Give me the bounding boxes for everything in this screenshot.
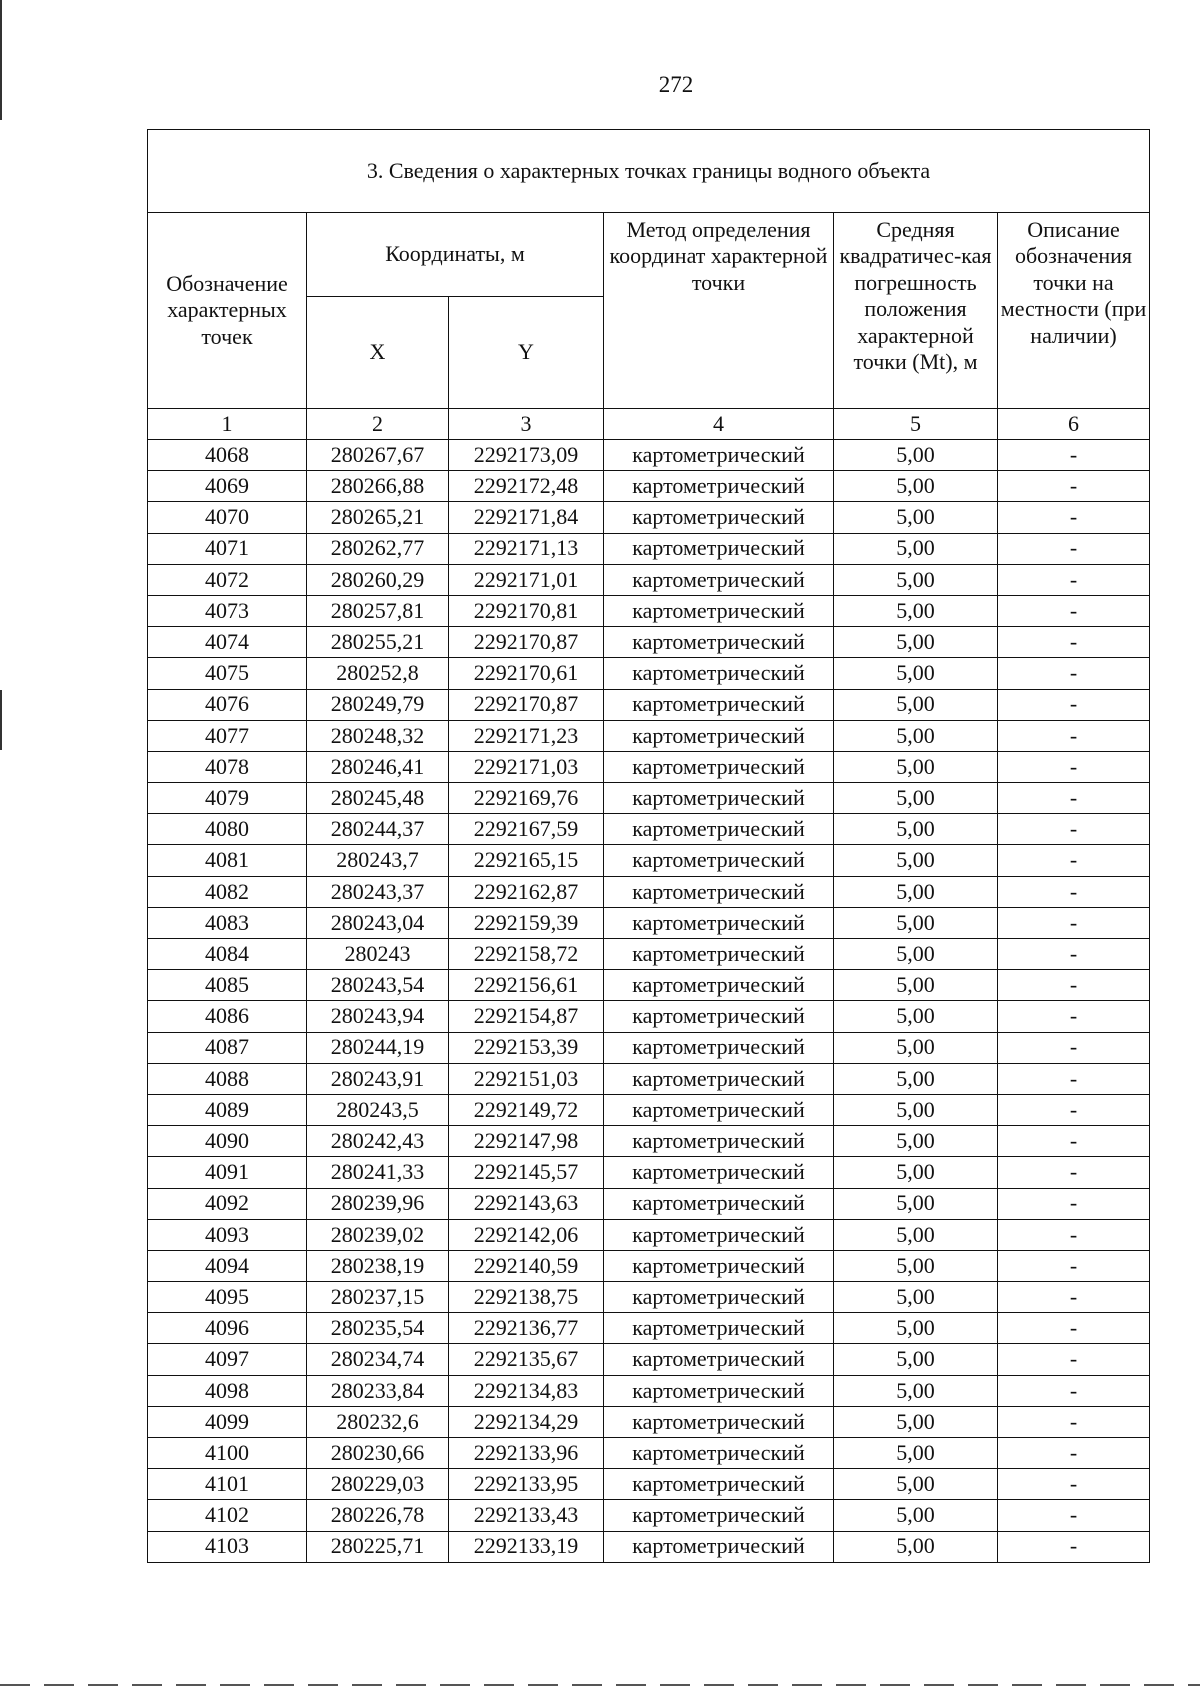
description-cell: - xyxy=(998,1531,1150,1562)
error-cell: 5,00 xyxy=(834,1032,998,1063)
point-id-cell: 4101 xyxy=(148,1469,307,1500)
table-row xyxy=(148,1313,1150,1344)
table-row xyxy=(148,1375,1150,1406)
description-cell: - xyxy=(998,471,1150,502)
description-cell: - xyxy=(998,783,1150,814)
table-row xyxy=(148,1219,1150,1250)
table-row xyxy=(148,783,1150,814)
method-cell: картометрический xyxy=(604,595,834,626)
point-id-cell: 4074 xyxy=(148,627,307,658)
table-row xyxy=(148,1188,1150,1219)
method-cell: картометрический xyxy=(604,1344,834,1375)
description-cell: - xyxy=(998,502,1150,533)
description-cell: - xyxy=(998,845,1150,876)
table-row xyxy=(148,1126,1150,1157)
description-cell: - xyxy=(998,689,1150,720)
table-row xyxy=(148,1469,1150,1500)
x-coordinate-cell: 280241,33 xyxy=(307,1157,449,1188)
method-cell: картометрический xyxy=(604,440,834,471)
y-coordinate-cell: 2292156,61 xyxy=(449,970,604,1001)
x-coordinate-cell: 280226,78 xyxy=(307,1500,449,1531)
method-cell: картометрический xyxy=(604,783,834,814)
error-cell: 5,00 xyxy=(834,1250,998,1281)
description-cell: - xyxy=(998,1313,1150,1344)
y-coordinate-cell: 2292136,77 xyxy=(449,1313,604,1344)
method-cell: картометрический xyxy=(604,751,834,782)
method-cell: картометрический xyxy=(604,845,834,876)
error-cell: 5,00 xyxy=(834,783,998,814)
method-cell: картометрический xyxy=(604,1063,834,1094)
table-row xyxy=(148,1001,1150,1032)
method-cell: картометрический xyxy=(604,814,834,845)
point-id-cell: 4070 xyxy=(148,502,307,533)
error-cell: 5,00 xyxy=(834,502,998,533)
x-coordinate-cell: 280248,32 xyxy=(307,720,449,751)
column-number: 5 xyxy=(834,409,998,440)
description-cell: - xyxy=(998,595,1150,626)
description-cell: - xyxy=(998,1094,1150,1125)
description-cell: - xyxy=(998,1344,1150,1375)
y-coordinate-cell: 2292167,59 xyxy=(449,814,604,845)
method-cell: картометрический xyxy=(604,533,834,564)
method-cell: картометрический xyxy=(604,627,834,658)
error-cell: 5,00 xyxy=(834,1469,998,1500)
table-row xyxy=(148,751,1150,782)
error-cell: 5,00 xyxy=(834,1219,998,1250)
scan-bottom-mark xyxy=(0,1684,1200,1686)
page-number: 272 xyxy=(658,72,694,97)
y-coordinate-cell: 2292133,95 xyxy=(449,1469,604,1500)
error-cell: 5,00 xyxy=(834,970,998,1001)
header-method: Метод определения координат характерной точки xyxy=(604,213,834,409)
table-row xyxy=(148,440,1150,471)
table-row xyxy=(148,1157,1150,1188)
method-cell: картометрический xyxy=(604,907,834,938)
x-coordinate-cell: 280255,21 xyxy=(307,627,449,658)
scan-edge-mark xyxy=(0,690,2,750)
method-cell: картометрический xyxy=(604,876,834,907)
column-number-row xyxy=(148,409,1150,440)
table-row xyxy=(148,533,1150,564)
description-cell: - xyxy=(998,1282,1150,1313)
point-id-cell: 4078 xyxy=(148,751,307,782)
error-cell: 5,00 xyxy=(834,845,998,876)
method-cell: картометрический xyxy=(604,1250,834,1281)
method-cell: картометрический xyxy=(604,1219,834,1250)
method-cell: картометрический xyxy=(604,1406,834,1437)
y-coordinate-cell: 2292133,19 xyxy=(449,1531,604,1562)
method-cell: картометрический xyxy=(604,689,834,720)
y-coordinate-cell: 2292142,06 xyxy=(449,1219,604,1250)
description-cell: - xyxy=(998,1438,1150,1469)
point-id-cell: 4087 xyxy=(148,1032,307,1063)
point-id-cell: 4095 xyxy=(148,1282,307,1313)
error-cell: 5,00 xyxy=(834,1438,998,1469)
x-coordinate-cell: 280249,79 xyxy=(307,689,449,720)
x-coordinate-cell: 280245,48 xyxy=(307,783,449,814)
x-coordinate-cell: 280233,84 xyxy=(307,1375,449,1406)
y-coordinate-cell: 2292171,84 xyxy=(449,502,604,533)
column-number: 2 xyxy=(307,409,449,440)
header-coordinates: Координаты, м xyxy=(307,213,604,297)
column-number: 6 xyxy=(998,409,1150,440)
y-coordinate-cell: 2292171,23 xyxy=(449,720,604,751)
point-id-cell: 4098 xyxy=(148,1375,307,1406)
method-cell: картометрический xyxy=(604,1375,834,1406)
x-coordinate-cell: 280267,67 xyxy=(307,440,449,471)
table-row xyxy=(148,1438,1150,1469)
column-number: 3 xyxy=(449,409,604,440)
table-row xyxy=(148,907,1150,938)
x-coordinate-cell: 280242,43 xyxy=(307,1126,449,1157)
y-coordinate-cell: 2292154,87 xyxy=(449,1001,604,1032)
y-coordinate-cell: 2292171,03 xyxy=(449,751,604,782)
column-number: 1 xyxy=(148,409,307,440)
description-cell: - xyxy=(998,564,1150,595)
error-cell: 5,00 xyxy=(834,595,998,626)
x-coordinate-cell: 280243,37 xyxy=(307,876,449,907)
error-cell: 5,00 xyxy=(834,533,998,564)
method-cell: картометрический xyxy=(604,471,834,502)
x-coordinate-cell: 280244,19 xyxy=(307,1032,449,1063)
table-row xyxy=(148,564,1150,595)
y-coordinate-cell: 2292134,83 xyxy=(449,1375,604,1406)
column-number: 4 xyxy=(604,409,834,440)
header-y: Y xyxy=(449,297,604,409)
x-coordinate-cell: 280243,54 xyxy=(307,970,449,1001)
point-id-cell: 4083 xyxy=(148,907,307,938)
point-id-cell: 4091 xyxy=(148,1157,307,1188)
table-row xyxy=(148,1531,1150,1562)
description-cell: - xyxy=(998,970,1150,1001)
x-coordinate-cell: 280234,74 xyxy=(307,1344,449,1375)
error-cell: 5,00 xyxy=(834,1094,998,1125)
description-cell: - xyxy=(998,751,1150,782)
error-cell: 5,00 xyxy=(834,564,998,595)
header-error: Средняя квадратичес-кая погрешность положения характерной точки (Mt), м xyxy=(834,213,998,409)
error-cell: 5,00 xyxy=(834,720,998,751)
table-title: 3. Сведения о характерных точках границы водного объекта xyxy=(148,130,1150,213)
description-cell: - xyxy=(998,440,1150,471)
error-cell: 5,00 xyxy=(834,1282,998,1313)
x-coordinate-cell: 280243,7 xyxy=(307,845,449,876)
method-cell: картометрический xyxy=(604,564,834,595)
y-coordinate-cell: 2292138,75 xyxy=(449,1282,604,1313)
table-row xyxy=(148,720,1150,751)
y-coordinate-cell: 2292153,39 xyxy=(449,1032,604,1063)
y-coordinate-cell: 2292170,87 xyxy=(449,689,604,720)
method-cell: картометрический xyxy=(604,1188,834,1219)
error-cell: 5,00 xyxy=(834,876,998,907)
y-coordinate-cell: 2292147,98 xyxy=(449,1126,604,1157)
method-cell: картометрический xyxy=(604,970,834,1001)
point-id-cell: 4072 xyxy=(148,564,307,595)
description-cell: - xyxy=(998,939,1150,970)
description-cell: - xyxy=(998,627,1150,658)
error-cell: 5,00 xyxy=(834,1157,998,1188)
x-coordinate-cell: 280243,94 xyxy=(307,1001,449,1032)
point-id-cell: 4096 xyxy=(148,1313,307,1344)
method-cell: картометрический xyxy=(604,1531,834,1562)
point-id-cell: 4103 xyxy=(148,1531,307,1562)
description-cell: - xyxy=(998,1406,1150,1437)
method-cell: картометрический xyxy=(604,1438,834,1469)
description-cell: - xyxy=(998,533,1150,564)
description-cell: - xyxy=(998,1063,1150,1094)
y-coordinate-cell: 2292169,76 xyxy=(449,783,604,814)
description-cell: - xyxy=(998,1250,1150,1281)
table-row xyxy=(148,595,1150,626)
description-cell: - xyxy=(998,1188,1150,1219)
point-id-cell: 4088 xyxy=(148,1063,307,1094)
table-row xyxy=(148,1094,1150,1125)
error-cell: 5,00 xyxy=(834,1406,998,1437)
table-row xyxy=(148,970,1150,1001)
table-body xyxy=(148,440,1150,1563)
error-cell: 5,00 xyxy=(834,627,998,658)
y-coordinate-cell: 2292172,48 xyxy=(449,471,604,502)
description-cell: - xyxy=(998,1126,1150,1157)
method-cell: картометрический xyxy=(604,1282,834,1313)
description-cell: - xyxy=(998,1157,1150,1188)
x-coordinate-cell: 280238,19 xyxy=(307,1250,449,1281)
x-coordinate-cell: 280225,71 xyxy=(307,1531,449,1562)
y-coordinate-cell: 2292171,01 xyxy=(449,564,604,595)
description-cell: - xyxy=(998,1032,1150,1063)
error-cell: 5,00 xyxy=(834,751,998,782)
description-cell: - xyxy=(998,1500,1150,1531)
description-cell: - xyxy=(998,720,1150,751)
table-row xyxy=(148,1063,1150,1094)
point-id-cell: 4093 xyxy=(148,1219,307,1250)
x-coordinate-cell: 280232,6 xyxy=(307,1406,449,1437)
point-id-cell: 4081 xyxy=(148,845,307,876)
header-x: X xyxy=(307,297,449,409)
x-coordinate-cell: 280260,29 xyxy=(307,564,449,595)
method-cell: картометрический xyxy=(604,1313,834,1344)
method-cell: картометрический xyxy=(604,1001,834,1032)
method-cell: картометрический xyxy=(604,1469,834,1500)
table-row xyxy=(148,1282,1150,1313)
description-cell: - xyxy=(998,1375,1150,1406)
method-cell: картометрический xyxy=(604,1094,834,1125)
x-coordinate-cell: 280246,41 xyxy=(307,751,449,782)
x-coordinate-cell: 280243,91 xyxy=(307,1063,449,1094)
method-cell: картометрический xyxy=(604,1032,834,1063)
description-cell: - xyxy=(998,658,1150,689)
error-cell: 5,00 xyxy=(834,440,998,471)
error-cell: 5,00 xyxy=(834,1500,998,1531)
description-cell: - xyxy=(998,907,1150,938)
error-cell: 5,00 xyxy=(834,689,998,720)
point-id-cell: 4069 xyxy=(148,471,307,502)
table-row xyxy=(148,876,1150,907)
point-id-cell: 4089 xyxy=(148,1094,307,1125)
y-coordinate-cell: 2292135,67 xyxy=(449,1344,604,1375)
error-cell: 5,00 xyxy=(834,1344,998,1375)
point-id-cell: 4085 xyxy=(148,970,307,1001)
error-cell: 5,00 xyxy=(834,939,998,970)
y-coordinate-cell: 2292145,57 xyxy=(449,1157,604,1188)
x-coordinate-cell: 280243,04 xyxy=(307,907,449,938)
header-designation: Обозначение характерных точек xyxy=(148,213,307,409)
x-coordinate-cell: 280237,15 xyxy=(307,1282,449,1313)
x-coordinate-cell: 280265,21 xyxy=(307,502,449,533)
y-coordinate-cell: 2292171,13 xyxy=(449,533,604,564)
x-coordinate-cell: 280257,81 xyxy=(307,595,449,626)
method-cell: картометрический xyxy=(604,1157,834,1188)
method-cell: картометрический xyxy=(604,1500,834,1531)
description-cell: - xyxy=(998,1219,1150,1250)
point-id-cell: 4068 xyxy=(148,440,307,471)
point-id-cell: 4082 xyxy=(148,876,307,907)
table-row xyxy=(148,814,1150,845)
description-cell: - xyxy=(998,876,1150,907)
point-id-cell: 4090 xyxy=(148,1126,307,1157)
x-coordinate-cell: 280244,37 xyxy=(307,814,449,845)
error-cell: 5,00 xyxy=(834,471,998,502)
table-row xyxy=(148,471,1150,502)
error-cell: 5,00 xyxy=(834,814,998,845)
method-cell: картометрический xyxy=(604,502,834,533)
point-id-cell: 4076 xyxy=(148,689,307,720)
point-id-cell: 4086 xyxy=(148,1001,307,1032)
error-cell: 5,00 xyxy=(834,658,998,689)
method-cell: картометрический xyxy=(604,658,834,689)
table-row xyxy=(148,845,1150,876)
y-coordinate-cell: 2292173,09 xyxy=(449,440,604,471)
point-id-cell: 4079 xyxy=(148,783,307,814)
table-row xyxy=(148,1032,1150,1063)
y-coordinate-cell: 2292133,96 xyxy=(449,1438,604,1469)
y-coordinate-cell: 2292151,03 xyxy=(449,1063,604,1094)
x-coordinate-cell: 280229,03 xyxy=(307,1469,449,1500)
error-cell: 5,00 xyxy=(834,1375,998,1406)
point-id-cell: 4100 xyxy=(148,1438,307,1469)
table-row xyxy=(148,1500,1150,1531)
point-id-cell: 4071 xyxy=(148,533,307,564)
table-row xyxy=(148,939,1150,970)
error-cell: 5,00 xyxy=(834,1126,998,1157)
y-coordinate-cell: 2292170,81 xyxy=(449,595,604,626)
table-row xyxy=(148,658,1150,689)
point-id-cell: 4073 xyxy=(148,595,307,626)
x-coordinate-cell: 280230,66 xyxy=(307,1438,449,1469)
table-row xyxy=(148,1406,1150,1437)
boundary-points-table xyxy=(147,129,1150,1563)
y-coordinate-cell: 2292170,87 xyxy=(449,627,604,658)
y-coordinate-cell: 2292134,29 xyxy=(449,1406,604,1437)
description-cell: - xyxy=(998,1469,1150,1500)
x-coordinate-cell: 280239,02 xyxy=(307,1219,449,1250)
x-coordinate-cell: 280262,77 xyxy=(307,533,449,564)
x-coordinate-cell: 280252,8 xyxy=(307,658,449,689)
table-row xyxy=(148,689,1150,720)
table-row xyxy=(148,1344,1150,1375)
x-coordinate-cell: 280266,88 xyxy=(307,471,449,502)
error-cell: 5,00 xyxy=(834,1063,998,1094)
x-coordinate-cell: 280243 xyxy=(307,939,449,970)
method-cell: картометрический xyxy=(604,939,834,970)
description-cell: - xyxy=(998,1001,1150,1032)
point-id-cell: 4075 xyxy=(148,658,307,689)
method-cell: картометрический xyxy=(604,720,834,751)
y-coordinate-cell: 2292165,15 xyxy=(449,845,604,876)
point-id-cell: 4097 xyxy=(148,1344,307,1375)
scan-edge-mark xyxy=(0,0,2,120)
y-coordinate-cell: 2292140,59 xyxy=(449,1250,604,1281)
y-coordinate-cell: 2292143,63 xyxy=(449,1188,604,1219)
y-coordinate-cell: 2292170,61 xyxy=(449,658,604,689)
error-cell: 5,00 xyxy=(834,907,998,938)
error-cell: 5,00 xyxy=(834,1001,998,1032)
table-row xyxy=(148,627,1150,658)
point-id-cell: 4102 xyxy=(148,1500,307,1531)
description-cell: - xyxy=(998,814,1150,845)
point-id-cell: 4077 xyxy=(148,720,307,751)
y-coordinate-cell: 2292133,43 xyxy=(449,1500,604,1531)
error-cell: 5,00 xyxy=(834,1188,998,1219)
point-id-cell: 4099 xyxy=(148,1406,307,1437)
y-coordinate-cell: 2292149,72 xyxy=(449,1094,604,1125)
point-id-cell: 4084 xyxy=(148,939,307,970)
point-id-cell: 4080 xyxy=(148,814,307,845)
x-coordinate-cell: 280239,96 xyxy=(307,1188,449,1219)
y-coordinate-cell: 2292158,72 xyxy=(449,939,604,970)
y-coordinate-cell: 2292159,39 xyxy=(449,907,604,938)
method-cell: картометрический xyxy=(604,1126,834,1157)
x-coordinate-cell: 280235,54 xyxy=(307,1313,449,1344)
y-coordinate-cell: 2292162,87 xyxy=(449,876,604,907)
point-id-cell: 4094 xyxy=(148,1250,307,1281)
header-description: Описание обозначения точки на местности (при наличии) xyxy=(998,213,1150,409)
point-id-cell: 4092 xyxy=(148,1188,307,1219)
table-row xyxy=(148,1250,1150,1281)
x-coordinate-cell: 280243,5 xyxy=(307,1094,449,1125)
error-cell: 5,00 xyxy=(834,1531,998,1562)
table-row xyxy=(148,502,1150,533)
error-cell: 5,00 xyxy=(834,1313,998,1344)
